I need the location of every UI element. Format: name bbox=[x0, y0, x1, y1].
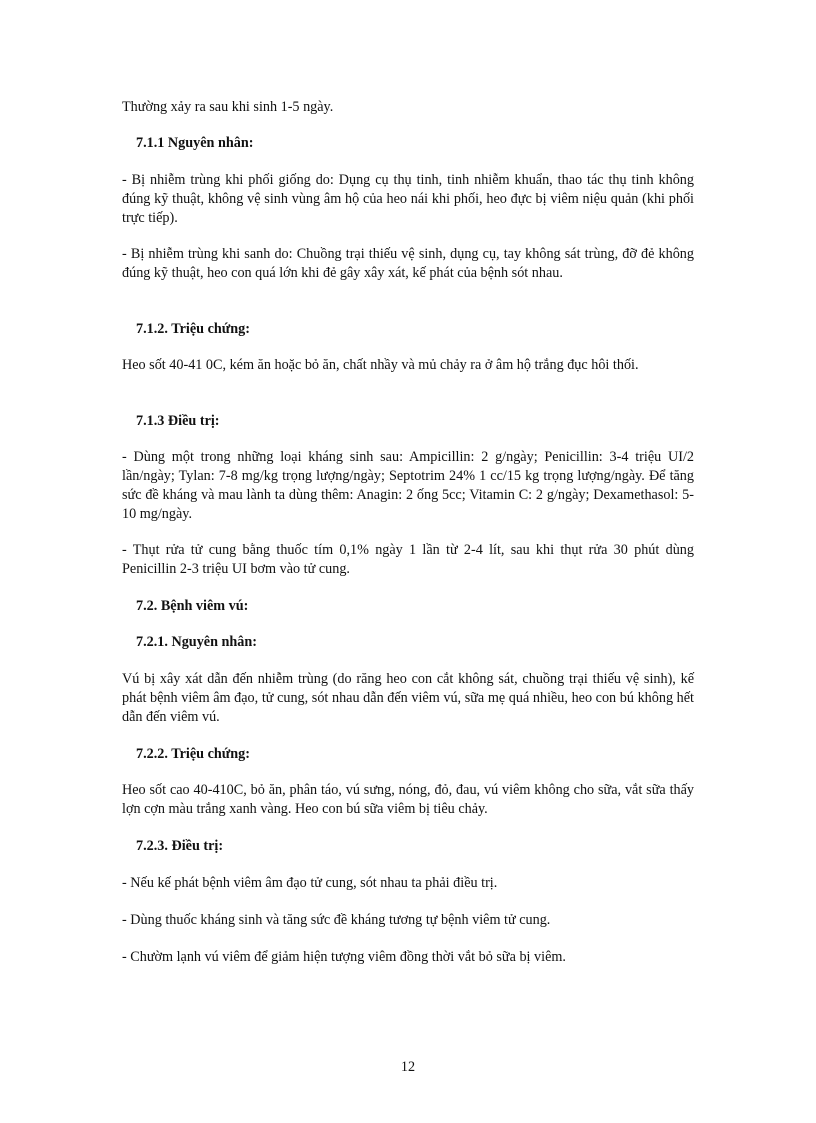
paragraph-7-2-3-c: - Chườm lạnh vú viêm để giảm hiện tượng viêm đồng thời vắt bỏ sữa bị viêm. bbox=[122, 949, 566, 965]
intro-paragraph: Thường xảy ra sau khi sinh 1-5 ngày. bbox=[122, 99, 334, 115]
paragraph-7-2-3-a: - Nếu kế phát bệnh viêm âm đạo tử cung, sót nhau ta phải điều trị. bbox=[122, 875, 498, 891]
paragraph-7-2-1: Vú bị xây xát dẫn đến nhiễm trùng (do răng heo con cắt không sát, chuồng trại thiếu vệ sinh), kế phát bệnh viêm âm đạo, tử cung, sót nhau dẫn đến viêm vú, sữa mẹ quá nhiều, heo con bú không hết dẫn đến viêm vú. bbox=[122, 671, 694, 725]
paragraph-7-1-1-b: - Bị nhiễm trùng khi sanh do: Chuồng trại thiếu vệ sinh, dụng cụ, tay không sát trùng, đỡ đẻ không đúng kỹ thuật, heo con quá lớn khi đẻ gây xây xát, kế phát của bệnh sót nhau. bbox=[122, 246, 694, 281]
page-number: 12 bbox=[400, 1059, 416, 1075]
heading-7-2-3: 7.2.3. Điều trị: bbox=[136, 838, 224, 854]
heading-7-2-2: 7.2.2. Triệu chứng: bbox=[136, 746, 251, 762]
paragraph-7-2-2: Heo sốt cao 40-410C, bỏ ăn, phân táo, vú sưng, nóng, đỏ, đau, vú viêm không cho sữa, vắt sữa thấy lợn cợn màu trắng xanh vàng. Heo con bú sữa viêm bị tiêu chảy. bbox=[122, 782, 694, 817]
heading-7-1-1: 7.1.1 Nguyên nhân: bbox=[136, 135, 254, 151]
heading-7-2: 7.2. Bệnh viêm vú: bbox=[136, 598, 249, 614]
paragraph-7-1-1-a: - Bị nhiễm trùng khi phối giống do: Dụng cụ thụ tinh, tinh nhiễm khuẩn, thao tác thụ tinh không đúng kỹ thuật, không vệ sinh vùng âm hộ của heo nái khi phối, heo đực bị viêm niệu quản (khi phối trực tiếp). bbox=[122, 172, 694, 226]
paragraph-7-2-3-b: - Dùng thuốc kháng sinh và tăng sức đề kháng tương tự bệnh viêm tử cung. bbox=[122, 912, 551, 928]
paragraph-7-1-3-a: - Dùng một trong những loại kháng sinh sau: Ampicillin: 2 g/ngày; Penicillin: 3-4 triệu UI/2 lần/ngày; Tylan: 7-8 mg/kg trọng lượng/ngày; Septotrim 24% 1 cc/15 kg trọng lượng/ngày. Để tăng sức đề kháng và mau lành ta dùng thêm: Anagin: 2 ống 5cc; Vitamin C: 2 g/ngày; Dexamethasol: 5-10 mg/ngày. bbox=[122, 449, 694, 522]
heading-7-1-3: 7.1.3 Điều trị: bbox=[136, 413, 220, 429]
heading-7-2-1: 7.2.1. Nguyên nhân: bbox=[136, 634, 258, 650]
paragraph-7-1-3-b: - Thụt rửa tử cung bằng thuốc tím 0,1% ngày 1 lần từ 2-4 lít, sau khi thụt rửa 30 phút dùng Penicillin 2-3 triệu UI bơm vào tử cung. bbox=[122, 542, 694, 577]
heading-7-1-2: 7.1.2. Triệu chứng: bbox=[136, 321, 251, 337]
paragraph-7-1-2: Heo sốt 40-41 0C, kém ăn hoặc bỏ ăn, chất nhầy và mủ chảy ra ở âm hộ trắng đục hôi thối. bbox=[122, 357, 639, 373]
